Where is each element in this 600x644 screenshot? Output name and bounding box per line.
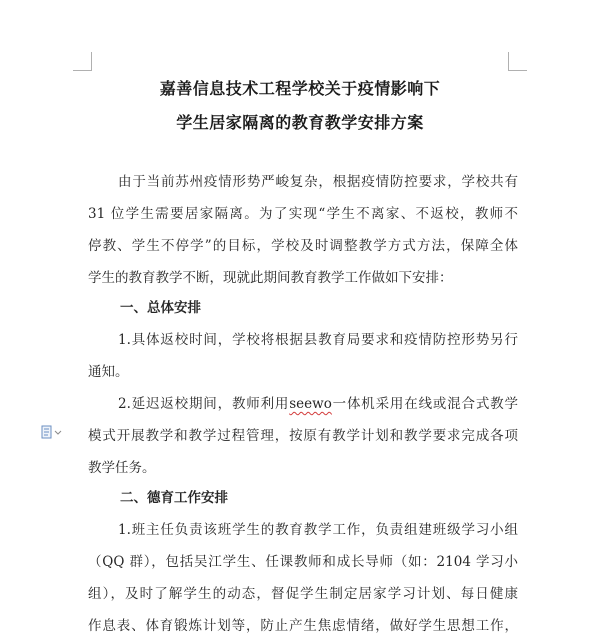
s1-item1-line-1: 1.具体返校时间，学校将根据县教育局要求和疫情防控形势另行 bbox=[118, 332, 518, 348]
s1-item2-line-3: 教学任务。 bbox=[88, 460, 156, 476]
brand-seewo-text: seewo bbox=[289, 396, 332, 412]
document-title-line-1: 嘉善信息技术工程学校关于疫情影响下 bbox=[159, 79, 441, 98]
document-note-icon[interactable] bbox=[40, 425, 64, 439]
s1-item2-prefix: 2.延迟返校期间，教师利用 bbox=[118, 396, 290, 412]
intro-line-2: 31 位学生需要居家隔离。为了实现“学生不离家、不返校，教师不 bbox=[88, 206, 518, 222]
s2-item1-line-1: 1.班主任负责该班学生的教育教学工作，负责组建班级学习小组 bbox=[118, 522, 518, 538]
document-title-line-2: 学生居家隔离的教育教学安排方案 bbox=[176, 113, 424, 132]
s1-item2-suffix: 一体机采用在线或混合式教学 bbox=[331, 396, 518, 412]
page-corner-mark-top-right bbox=[508, 52, 527, 71]
page-corner-mark-top-left bbox=[73, 52, 92, 71]
s1-item2-line-1 bbox=[118, 394, 518, 414]
s1-item2-line-2: 模式开展教学和教学过程管理，按原有教学计划和教学要求完成各项 bbox=[88, 428, 518, 444]
intro-line-4: 学生的教育教学不断，现就此期间教育教学工作做如下安排： bbox=[88, 270, 453, 286]
s2-item1-line-3: 组），及时了解学生的动态，督促学生制定居家学习计划、每日健康 bbox=[88, 586, 518, 602]
s2-item1-line-2: （QQ 群），包括吴江学生、任课教师和成长导师（如：2104 学习小 bbox=[88, 554, 518, 570]
intro-line-1: 由于当前苏州疫情形势严峻复杂，根据疫情防控要求，学校共有 bbox=[118, 174, 518, 190]
s1-item1-line-2: 通知。 bbox=[88, 364, 129, 380]
s2-item1-line-4: 作息表、体育锻炼计划等，防止产生焦虑情绪，做好学生思想工作， bbox=[88, 618, 518, 634]
section-heading-overall: 一、总体安排 bbox=[120, 300, 201, 316]
section-heading-moral-education: 二、德育工作安排 bbox=[120, 490, 228, 506]
intro-line-3: 停教、学生不停学”的目标，学校及时调整教学方式方法，保障全体 bbox=[88, 238, 518, 254]
